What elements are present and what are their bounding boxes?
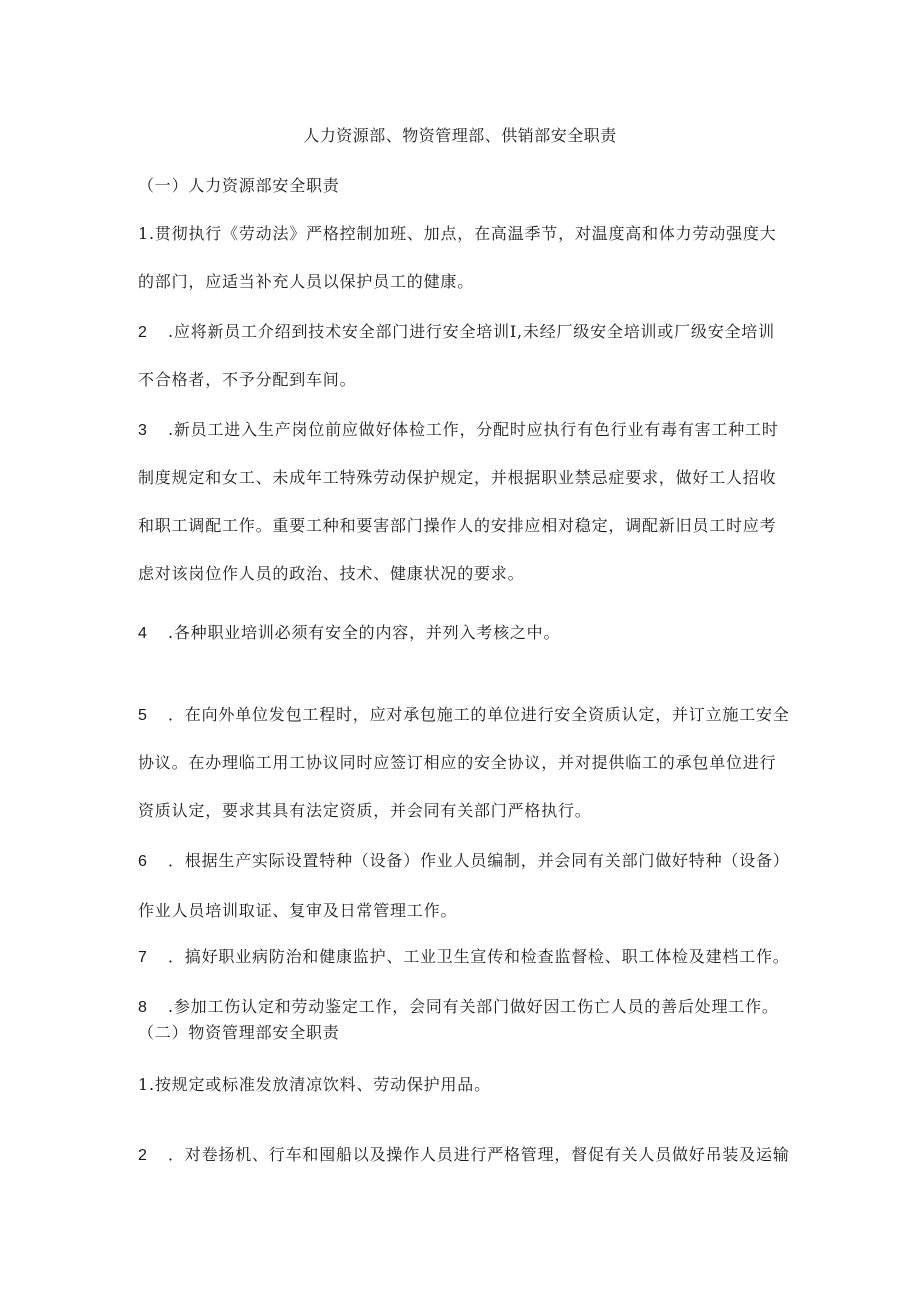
list-item-line — [138, 945, 790, 970]
item-number: 5 — [138, 707, 147, 724]
item-text: ．对卷扬机、行车和囤船以及操作人员进行严格管理，督促有关人员做好吊装及运输 — [168, 1145, 790, 1164]
list-item-line: 不合格者，不予分配到车间。 — [138, 370, 357, 389]
list-item-line — [138, 849, 790, 874]
item-text: .参加工伤认定和劳动鉴定工作，会同有关部门做好因工伤亡人员的善后处理工作。 — [168, 997, 779, 1016]
item-number: 2 — [138, 1147, 147, 1164]
page-title: 人力资源部、物资管理部、供销部安全职责 — [303, 126, 617, 145]
item-text: ．根据生产实际设置特种（设备）作业人员编制，并会同有关部门做好特种（设备） — [168, 851, 790, 870]
list-item-line: 作业人员培训取证、复审及日常管理工作。 — [138, 901, 458, 920]
list-item-line — [138, 222, 776, 246]
item-number: 1. — [138, 224, 155, 243]
list-item-line: 协议。在办理临工用工协议同时应签订相应的安全协议，并对提供临工的承包单位进行 — [138, 753, 777, 772]
item-text: .应将新员工介绍到技术安全部门进行安全培训I,未经厂级安全培训或厂级安全培训 — [168, 322, 775, 341]
list-item-line — [138, 703, 790, 728]
list-item-line — [138, 1073, 491, 1097]
section-heading: （一）人力资源部安全职责 — [138, 176, 340, 195]
list-item-line: 制度规定和女工、未成年工特殊劳动保护规定，并根据职业禁忌症要求，做好工人招收 — [138, 468, 777, 487]
list-item-line: 虑对该岗位作人员的政治、技术、健康状况的要求。 — [138, 564, 525, 583]
list-item-line — [138, 1143, 790, 1168]
item-number: 2 — [138, 324, 147, 341]
item-number: 4 — [138, 625, 147, 642]
item-text: .各种职业培训必须有安全的内容，并列入考核之中。 — [168, 623, 561, 642]
section-heading: （二）物资管理部安全职责 — [138, 1023, 340, 1042]
list-item-line: 的部门，应适当补充人员以保护员工的健康。 — [138, 272, 475, 291]
list-item-line: 和职工调配工作。重要工种和要害部门操作人的安排应相对稳定，调配新旧员工时应考 — [138, 516, 777, 535]
item-number: 6 — [138, 853, 147, 870]
item-number: 1. — [138, 1075, 155, 1094]
list-item-line: 资质认定，要求其具有法定资质，并会同有关部门严格执行。 — [138, 801, 592, 820]
item-text: .新员工进入生产岗位前应做好体检工作，分配时应执行有色行业有毒有害工种工时 — [168, 420, 779, 439]
item-text: ．在向外单位发包工程时，应对承包施工的单位进行安全资质认定，并订立施工安全 — [168, 705, 790, 724]
item-number: 8 — [138, 999, 147, 1016]
item-number: 7 — [138, 949, 147, 966]
item-text: 贯彻执行《劳动法》严格控制加班、加点，在高温季节，对温度高和体力劳动强度大 — [154, 224, 777, 243]
item-number: 3 — [138, 422, 147, 439]
list-item-line — [138, 320, 775, 345]
list-item-line — [138, 621, 560, 646]
item-text: ．搞好职业病防治和健康监护、工业卫生宣传和检查监督检、职工体检及建档工作。 — [168, 947, 790, 966]
item-text: 按规定或标准发放清凉饮料、劳动保护用品。 — [154, 1075, 491, 1094]
list-item-line — [138, 418, 779, 443]
list-item-line — [138, 995, 779, 1020]
